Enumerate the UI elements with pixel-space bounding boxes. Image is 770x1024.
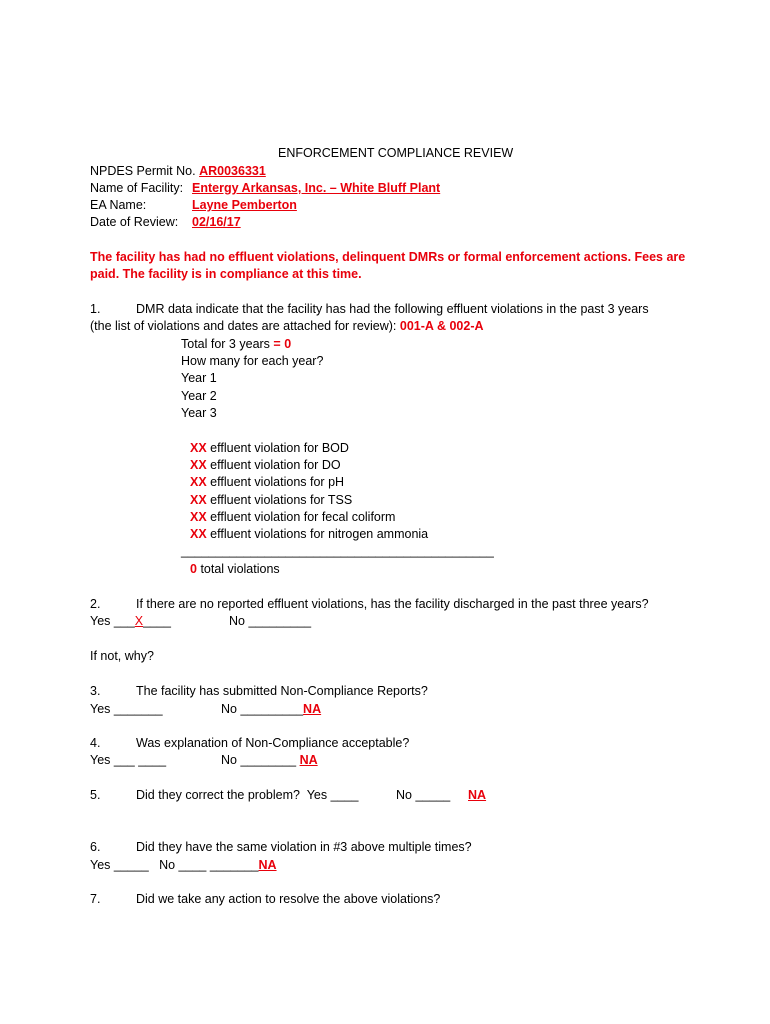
violation-mark: XX [190,475,207,489]
q1-text: DMR data indicate that the facility has had the following effluent violations in the past 3 years [136,302,649,316]
q4-yes [90,752,166,768]
q2-number: 2. [90,597,101,611]
q2-yes-post: ____ [143,614,171,628]
q2-if-not: If not, why? [90,649,154,663]
q2-no-blank: _________ [248,614,312,628]
q3-yes-blank: _______ [113,702,163,716]
violation-mark: XX [190,493,207,507]
q1-outfalls: 001-A & 002-A [399,319,484,333]
summary-line-2: paid. The facility is in compliance at this time. [90,267,362,281]
q4-yes-blank: ___ ____ [113,753,167,767]
q5-text [136,787,358,803]
permit-label: NPDES Permit No. [90,164,196,178]
violation-item [190,457,341,473]
violation-text: effluent violation for DO [210,458,341,472]
date-label: Date of Review: [90,215,179,229]
q4-no-label: No [221,753,237,767]
q5-yes-label: Yes [306,788,328,802]
q7-number: 7. [90,892,101,906]
page-title: ENFORCEMENT COMPLIANCE REVIEW [278,146,514,160]
q6-yes-label: Yes [90,858,111,872]
q3-no-mark: NA [303,702,322,716]
permit-value: AR0036331 [199,164,266,178]
facility-value: Entergy Arkansas, Inc. – White Bluff Plant [192,181,441,195]
facility-label: Name of Facility: [90,181,184,195]
summary-line-1: The facility has had no effluent violations, delinquent DMRs or formal enforcement actions. Fees are [90,250,686,264]
q2-no [229,613,311,629]
violation-text: effluent violations for pH [210,475,345,489]
q4-no [221,752,318,768]
q1-total-violations [190,561,280,577]
q1-text-2-label: (the list of violations and dates are attached for review): [90,319,397,333]
q6-text: Did they have the same violation in #3 above multiple times? [136,840,472,854]
q4-no-blank: ________ [240,753,297,767]
q1-year-3: Year 3 [181,406,217,420]
q1-total-label: Total for 3 years [181,337,270,351]
q1-text-2 [90,318,484,334]
q2-text: If there are no reported effluent violations, has the facility discharged in the past three years? [136,597,649,611]
q5-yes-blank: ____ [330,788,359,802]
q2-yes-pre: ___ [113,614,135,628]
q6-number: 6. [90,840,101,854]
q7-text: Did we take any action to resolve the above violations? [136,892,441,906]
q5-no-blank: _____ [415,788,451,802]
q6-yes-blank: _____ [113,858,149,872]
violation-mark: XX [190,527,207,541]
ea-label: EA Name: [90,198,147,212]
q2-yes [90,613,171,629]
ea-value: Layne Pemberton [192,198,297,212]
q5-number: 5. [90,788,101,802]
q3-no [221,701,321,717]
q6-answers [90,857,277,873]
q4-no-mark: NA [299,753,318,767]
violation-item [190,509,395,525]
violation-mark: XX [190,458,207,472]
q1-total [181,336,291,352]
q1-rule: _____________________________________________ [181,544,494,558]
q6-no-mark: NA [258,858,277,872]
q3-no-blank: _________ [240,702,304,716]
violation-text: effluent violation for BOD [210,441,349,455]
violation-item [190,492,352,508]
q5-no-mark: NA [468,788,487,802]
q1-year-2: Year 2 [181,389,217,403]
q2-yes-mark: X [134,614,144,628]
violation-text: effluent violation for fecal coliform [210,510,396,524]
violation-item [190,474,344,490]
q4-number: 4. [90,736,101,750]
q1-total-value: = 0 [273,337,292,351]
q3-number: 3. [90,684,101,698]
q4-text: Was explanation of Non-Compliance acceptable? [136,736,410,750]
permit-row [90,163,266,179]
q6-no-blank: ____ _______ [178,858,259,872]
q1-year-1: Year 1 [181,371,217,385]
q5-no [396,787,450,803]
q5-text-label: Did they correct the problem? [136,788,300,802]
violation-mark: XX [190,510,207,524]
q5-no-label: No [396,788,412,802]
q2-no-label: No [229,614,245,628]
violation-item [190,440,349,456]
violation-item [190,526,428,542]
violation-mark: XX [190,441,207,455]
q1-total-violations-label: total violations [200,562,280,576]
violation-text: effluent violations for nitrogen ammonia [210,527,429,541]
q3-yes-label: Yes [90,702,111,716]
q4-yes-label: Yes [90,753,111,767]
q2-yes-label: Yes [90,614,111,628]
q1-number: 1. [90,302,101,316]
date-value: 02/16/17 [192,215,241,229]
q1-total-count: 0 [190,562,197,576]
q3-no-label: No [221,702,237,716]
q6-no-label: No [159,858,176,872]
q1-how-many: How many for each year? [181,354,324,368]
violation-text: effluent violations for TSS [210,493,353,507]
q3-text: The facility has submitted Non-Compliance Reports? [136,684,428,698]
q3-yes [90,701,163,717]
